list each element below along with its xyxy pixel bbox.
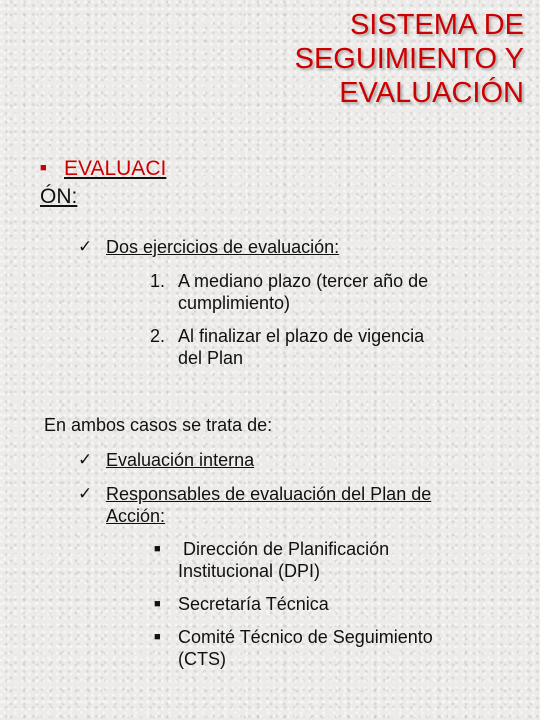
section-heading-line-1: EVALUACI <box>64 157 167 180</box>
responsable-item: Comité Técnico de Seguimiento <box>178 627 433 647</box>
cases-intro: En ambos casos se trata de: <box>44 415 273 435</box>
square-bullet-icon: ■ <box>154 598 161 610</box>
list-item-number: 1. <box>150 271 166 291</box>
square-bullet-icon: ■ <box>154 631 161 643</box>
square-bullet-icon: ■ <box>40 162 47 174</box>
checkmark-icon: ✓ <box>78 484 93 503</box>
section-heading <box>40 156 200 182</box>
responsable-item: Institucional (DPI) <box>178 561 321 581</box>
slide-title <box>164 8 524 110</box>
square-bullet-icon: ■ <box>154 543 161 555</box>
list-item-line: Al finalizar el plazo de vigencia <box>178 326 425 346</box>
checkmark-icon: ✓ <box>78 450 93 469</box>
title-line-3: EVALUACIÓN <box>339 77 524 109</box>
title-line-2: SEGUIMIENTO Y <box>294 43 524 75</box>
list-item-line: cumplimiento) <box>178 293 291 313</box>
responsable-item: (CTS) <box>178 649 226 669</box>
checkmark-icon: ✓ <box>78 237 93 256</box>
responsables-line-1: Responsables de evaluación del Plan de <box>106 484 432 504</box>
responsables-line-2: Acción: <box>106 506 166 526</box>
responsable-item: Secretaría Técnica <box>178 594 329 614</box>
list-item-line: del Plan <box>178 348 244 368</box>
list-item-line: A mediano plazo (tercer año de <box>178 271 429 291</box>
responsable-item: Dirección de Planificación <box>178 539 390 559</box>
title-line-1: SISTEMA DE <box>349 9 524 41</box>
list-item-number: 2. <box>150 326 166 346</box>
section-heading-line-2: ÓN: <box>40 185 78 208</box>
exercises-intro: Dos ejercicios de evaluación: <box>106 237 340 257</box>
internal-evaluation: Evaluación interna <box>106 450 255 470</box>
